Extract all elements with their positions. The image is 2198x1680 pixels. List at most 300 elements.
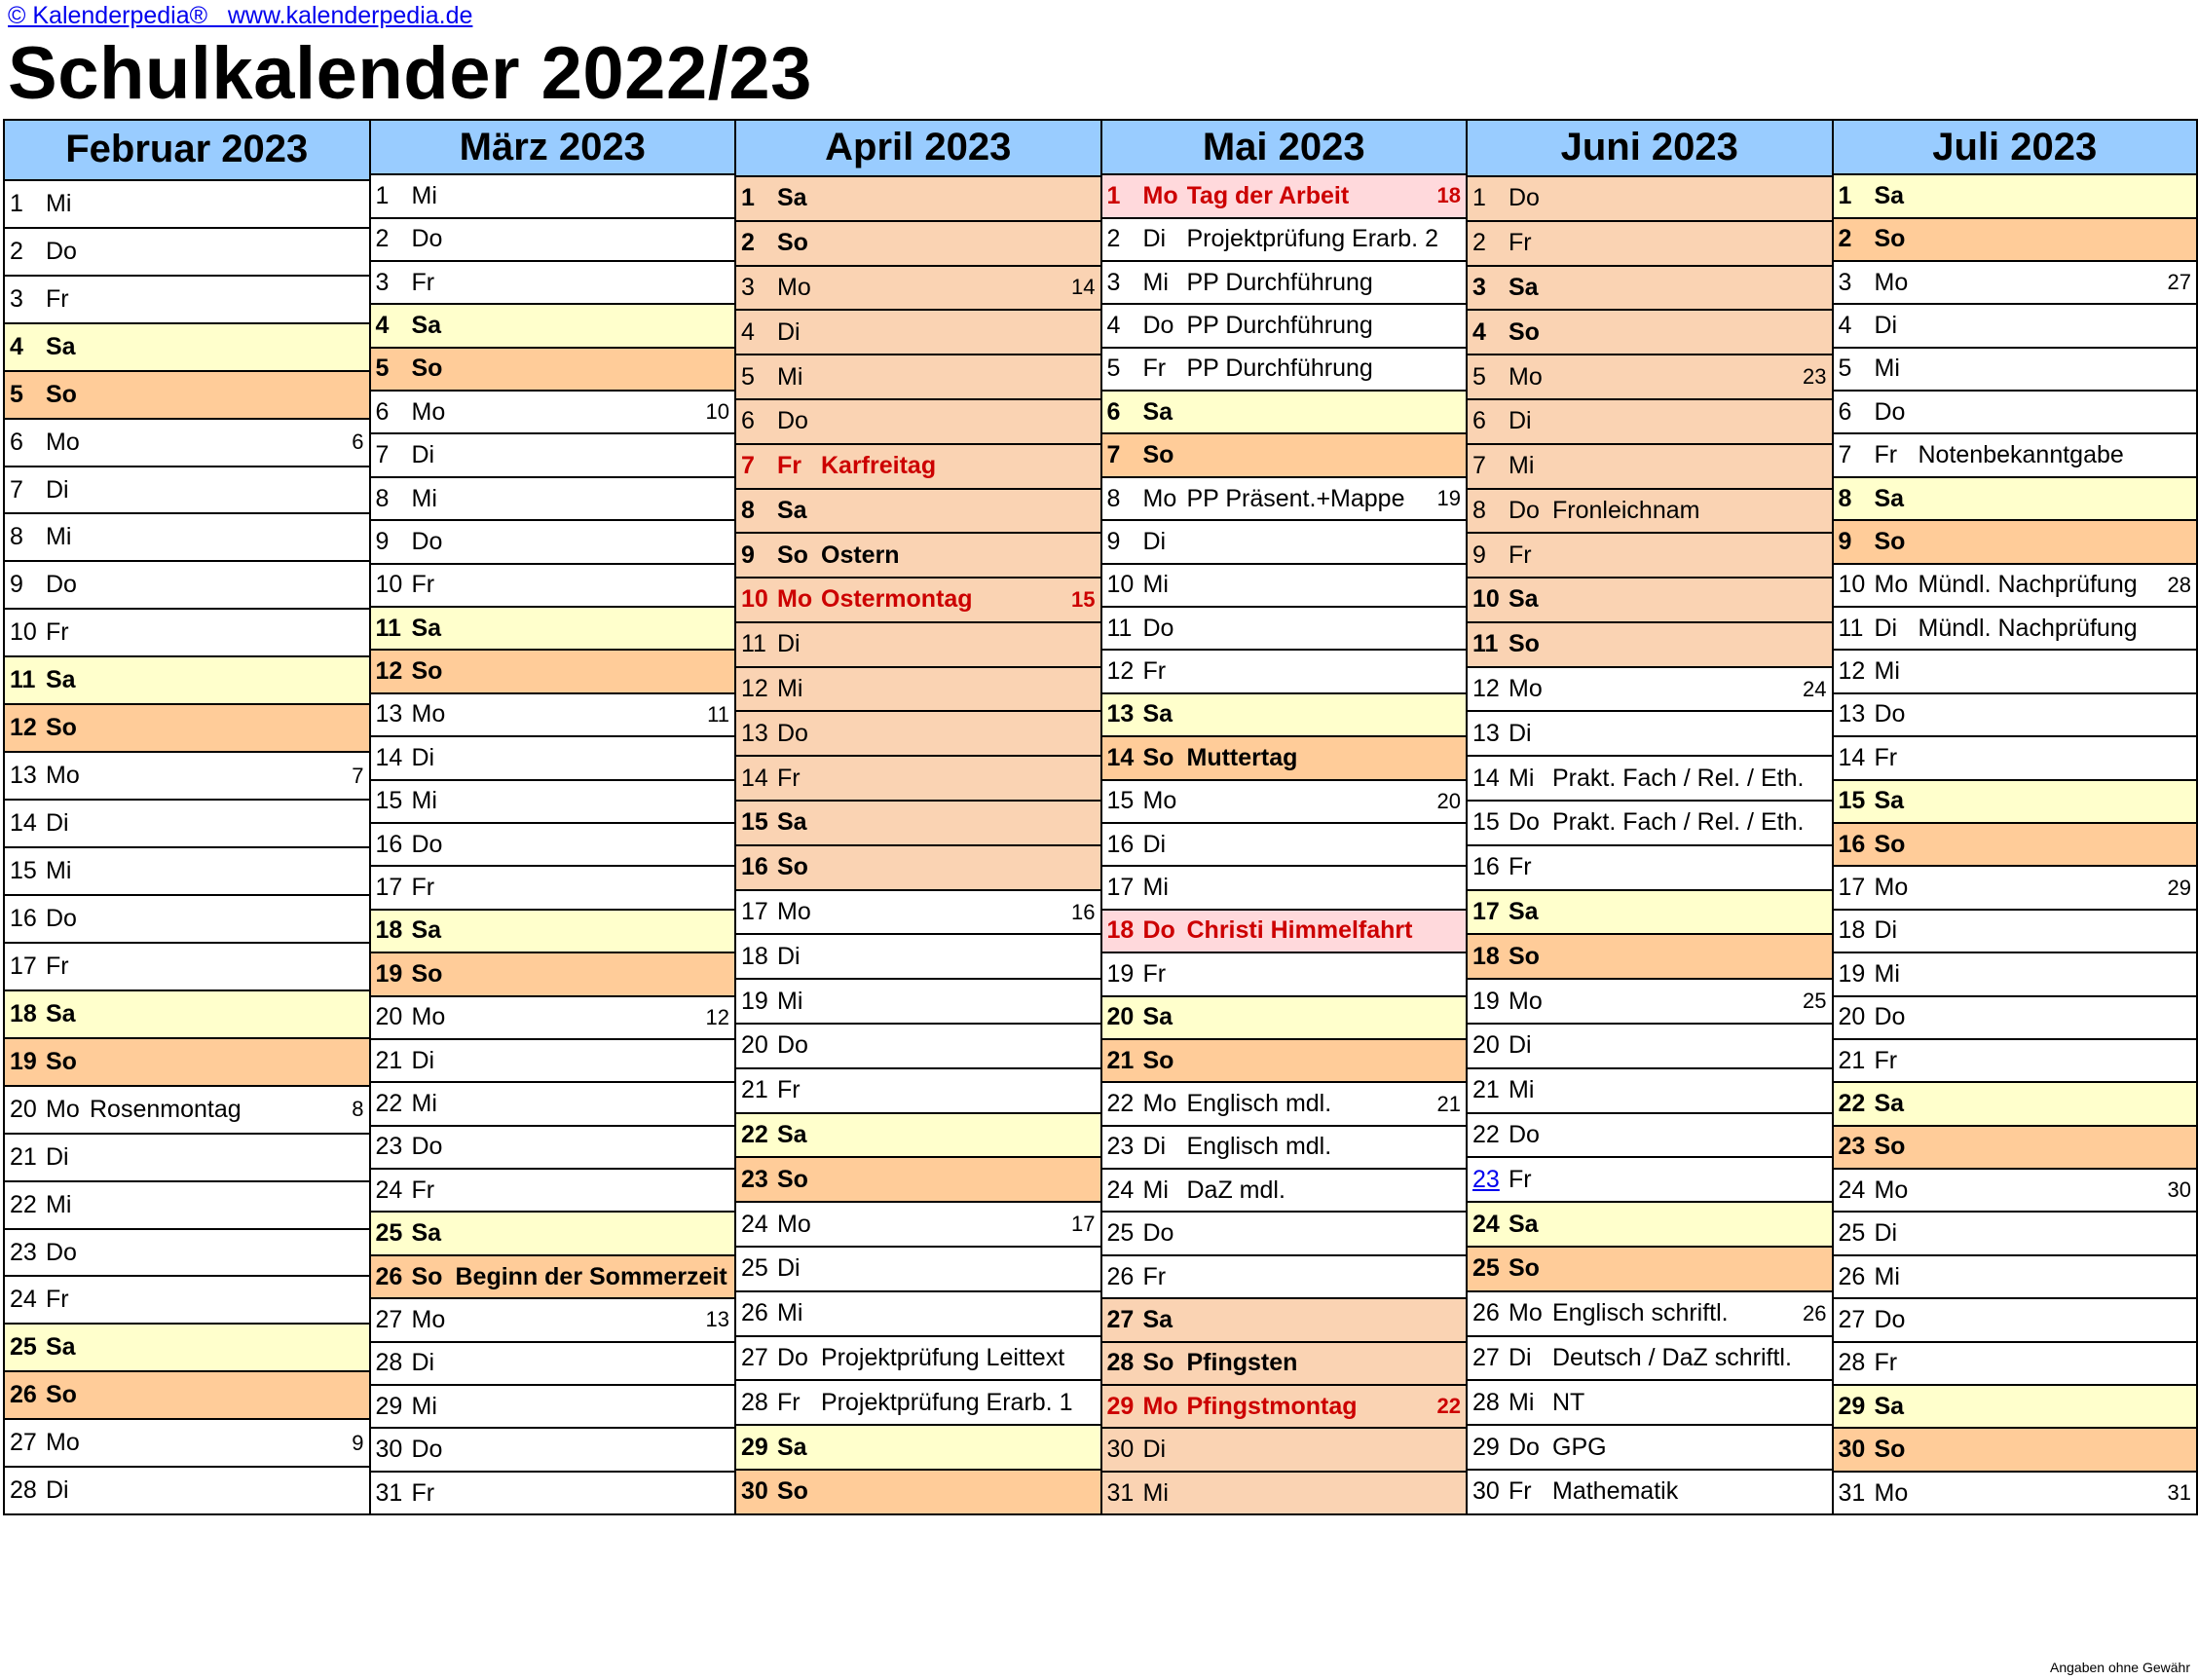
weekday: Mi <box>1142 1176 1169 1204</box>
weekday: Mi <box>1874 959 1900 988</box>
day-row <box>371 1127 735 1170</box>
weekday: So <box>411 657 443 686</box>
event-label: Englisch schriftl. <box>1552 1299 1729 1327</box>
day-row <box>1102 219 1467 262</box>
day-number: 12 <box>741 675 768 703</box>
month-column <box>736 121 1102 1515</box>
day-row <box>1102 434 1467 477</box>
day-number: 7 <box>741 452 755 480</box>
day-row <box>5 277 369 324</box>
day-number: 26 <box>741 1299 768 1327</box>
day-number: 2 <box>10 237 23 265</box>
event-label: PP Präsent.+Mappe <box>1186 484 1405 512</box>
day-number: 13 <box>1106 700 1135 728</box>
day-row <box>371 911 735 953</box>
weekday: So <box>1509 630 1540 658</box>
week-number: 10 <box>705 399 729 425</box>
day-row <box>736 1114 1100 1159</box>
day-number: 6 <box>10 428 23 456</box>
page-title: Schulkalender 2022/23 <box>8 32 812 115</box>
day-row <box>736 1381 1100 1426</box>
weekday: Mo <box>1142 787 1177 815</box>
day-row <box>1102 694 1467 737</box>
week-number: 21 <box>1436 1091 1461 1116</box>
weekday: Mo <box>46 762 80 790</box>
month-column <box>5 121 371 1515</box>
day-number: 27 <box>10 1429 37 1457</box>
day-row <box>1468 846 1832 891</box>
weekday: Di <box>777 942 801 970</box>
day-number: 4 <box>10 332 23 360</box>
weekday: Fr <box>411 874 435 902</box>
weekday: So <box>411 1262 443 1290</box>
day-row <box>371 1256 735 1299</box>
weekday: Fr <box>1509 229 1532 257</box>
day-row <box>371 608 735 651</box>
day-number: 28 <box>375 1349 403 1377</box>
day-number: 18 <box>1838 916 1866 945</box>
event-label: Ostern <box>821 541 900 569</box>
day-row <box>1102 349 1467 392</box>
day-row <box>1468 1114 1832 1159</box>
day-number: 31 <box>1838 1478 1866 1507</box>
week-number: 18 <box>1436 183 1461 208</box>
weekday: Do <box>777 407 808 435</box>
weekday: Mi <box>1874 1262 1900 1290</box>
day-number: 20 <box>10 1095 37 1123</box>
weekday: Sa <box>1874 484 1905 512</box>
day-number: 21 <box>1106 1046 1135 1074</box>
day-number: 29 <box>741 1433 768 1461</box>
day-row <box>736 1426 1100 1471</box>
event-label: PP Durchführung <box>1186 355 1373 383</box>
day-row <box>371 1473 735 1515</box>
day-number: 1 <box>375 181 390 209</box>
event-label: Prakt. Fach / Rel. / Eth. <box>1552 808 1805 837</box>
day-row <box>1468 1426 1832 1471</box>
day-number: 17 <box>1106 874 1135 902</box>
day-number: 15 <box>1106 787 1135 815</box>
weekday: Do <box>46 237 77 265</box>
week-number: 11 <box>707 701 729 727</box>
day-row <box>5 896 369 944</box>
week-number: 19 <box>1436 486 1461 511</box>
day-row <box>5 1277 369 1325</box>
day-row <box>1834 349 2197 392</box>
weekday: So <box>1874 1436 1906 1464</box>
day-number: 6 <box>1106 397 1121 426</box>
day-number: 13 <box>741 719 768 747</box>
weekday: Mi <box>46 857 72 884</box>
day-row <box>1834 1213 2197 1255</box>
day-number: 5 <box>10 380 23 408</box>
weekday: Fr <box>46 284 69 313</box>
day-number: 9 <box>1472 541 1486 569</box>
day-row <box>1834 1386 2197 1429</box>
day-row <box>371 565 735 608</box>
weekday: Mo <box>1874 571 1909 599</box>
day-number: 5 <box>1838 355 1852 383</box>
event-label: Muttertag <box>1186 743 1298 771</box>
day-number: 7 <box>1472 452 1486 480</box>
weekday: Sa <box>777 1433 807 1461</box>
weekday: Di <box>1509 1031 1532 1060</box>
weekday: Di <box>777 317 801 346</box>
weekday: Mi <box>1142 1478 1169 1507</box>
weekday: Di <box>1874 916 1898 945</box>
weekday: Fr <box>1142 657 1167 686</box>
weekday: Fr <box>411 268 435 296</box>
day-number: 8 <box>375 484 390 512</box>
day-row <box>371 1083 735 1126</box>
day-row <box>1102 1127 1467 1170</box>
day-number: 16 <box>1106 830 1135 858</box>
week-number: 8 <box>352 1097 364 1122</box>
day-row <box>1834 262 2197 305</box>
day-number: 3 <box>1472 273 1486 301</box>
day-row <box>1468 222 1832 267</box>
day-number: 19 <box>1472 987 1500 1015</box>
day-row <box>5 1039 369 1087</box>
weekday: Sa <box>777 184 807 212</box>
day-row <box>1468 490 1832 535</box>
weekday: Fr <box>1142 1262 1167 1290</box>
day-row <box>736 1203 1100 1248</box>
day-row <box>1468 267 1832 312</box>
day-number: 2 <box>1472 229 1486 257</box>
day-row <box>5 1135 369 1182</box>
day-row <box>371 1040 735 1083</box>
weekday: Fr <box>46 952 69 980</box>
weekday: Mo <box>1142 1090 1177 1117</box>
day-row <box>736 1471 1100 1515</box>
event-label: Pfingstmontag <box>1186 1392 1358 1420</box>
day-number: 10 <box>1106 571 1135 599</box>
day-number: 25 <box>375 1219 403 1248</box>
weekday: Fr <box>1874 1046 1898 1074</box>
day-number: 13 <box>1838 700 1866 728</box>
day-row <box>5 610 369 657</box>
weekday: Sa <box>411 1219 442 1248</box>
week-number: 31 <box>2167 1480 2191 1506</box>
weekday: Do <box>1874 397 1906 426</box>
day-number: 13 <box>10 762 37 790</box>
weekday: Fr <box>1142 355 1167 383</box>
day-number: 8 <box>1106 484 1121 512</box>
weekday: Do <box>1509 184 1540 212</box>
day-number: 12 <box>1472 675 1500 703</box>
day-row <box>736 177 1100 222</box>
month-header: April 2023 <box>736 121 1100 177</box>
day-row <box>1102 1170 1467 1213</box>
weekday: Fr <box>411 1176 435 1204</box>
day-row <box>1468 1069 1832 1114</box>
day-row <box>1468 757 1832 802</box>
day-row <box>5 991 369 1039</box>
day-row <box>371 219 735 262</box>
day-number: 9 <box>741 541 755 569</box>
weekday: Di <box>777 630 801 658</box>
weekday: Mo <box>1874 1176 1909 1204</box>
week-number: 23 <box>1803 364 1827 389</box>
weekday: Mi <box>411 1392 437 1420</box>
day-row <box>371 1170 735 1213</box>
day-number: 5 <box>1106 355 1121 383</box>
day-row <box>371 478 735 521</box>
day-number: 10 <box>741 585 768 614</box>
day-row <box>1468 935 1832 980</box>
day-row <box>1468 1292 1832 1337</box>
day-row <box>736 980 1100 1025</box>
day-number: 17 <box>1472 898 1500 926</box>
copyright-link[interactable]: © Kalenderpedia® www.kalenderpedia.de <box>8 2 473 29</box>
day-number: 19 <box>1106 959 1135 988</box>
weekday: Mi <box>1142 571 1169 599</box>
weekday: Mi <box>1874 657 1900 686</box>
day-number: 29 <box>375 1392 403 1420</box>
weekday: So <box>46 1381 77 1409</box>
day-row <box>1834 565 2197 608</box>
day-number: 22 <box>1106 1090 1135 1117</box>
day-number: 14 <box>1106 743 1135 771</box>
day-number: 11 <box>1472 630 1499 658</box>
day-number: 30 <box>375 1436 403 1464</box>
weekday: Mo <box>777 585 813 614</box>
day-row <box>736 623 1100 668</box>
day-number: 16 <box>10 904 37 932</box>
month-column <box>371 121 737 1515</box>
weekday: Sa <box>46 332 76 360</box>
day-row <box>1102 565 1467 608</box>
weekday: Fr <box>777 764 801 792</box>
day-row <box>371 1429 735 1472</box>
day-number: 26 <box>10 1381 37 1409</box>
day-number: 2 <box>375 225 390 253</box>
day-row <box>1834 737 2197 780</box>
weekday: So <box>1142 1046 1174 1074</box>
day-row <box>736 534 1100 579</box>
day-row <box>1834 1040 2197 1083</box>
week-number: 14 <box>1071 275 1096 300</box>
weekday: Sa <box>1874 1392 1905 1420</box>
day-row <box>5 324 369 372</box>
day-number: 17 <box>1838 874 1866 902</box>
weekday: Mo <box>777 898 811 926</box>
day-number: 26 <box>375 1262 403 1290</box>
day-number-link[interactable]: 23 <box>1472 1165 1500 1193</box>
week-number: 17 <box>1071 1212 1096 1237</box>
day-row <box>5 1325 369 1372</box>
day-number: 11 <box>1106 614 1133 642</box>
day-row <box>736 222 1100 267</box>
weekday: Sa <box>1509 898 1539 926</box>
day-row <box>1102 953 1467 996</box>
day-row <box>5 372 369 420</box>
day-number: 27 <box>1472 1344 1500 1372</box>
day-row <box>1468 534 1832 579</box>
day-row <box>371 997 735 1040</box>
day-number: 3 <box>375 268 390 296</box>
day-row <box>1834 1127 2197 1170</box>
day-number: 22 <box>10 1190 37 1218</box>
weekday: Do <box>1874 1003 1906 1031</box>
event-label: Notenbekanntgabe <box>1918 441 2124 469</box>
weekday: So <box>1509 942 1540 970</box>
day-number: 15 <box>375 787 403 815</box>
day-row <box>1102 521 1467 564</box>
event-label: PP Durchführung <box>1186 311 1373 339</box>
day-row <box>736 579 1100 623</box>
week-number: 30 <box>2167 1177 2191 1203</box>
weekday: Di <box>1874 614 1898 642</box>
week-number: 12 <box>705 1004 729 1029</box>
weekday: Do <box>1509 808 1540 837</box>
day-row <box>1102 1256 1467 1299</box>
day-number: 14 <box>1838 743 1866 771</box>
day-number: 11 <box>10 666 36 694</box>
weekday: Do <box>1509 1433 1540 1461</box>
weekday: Di <box>1509 719 1532 747</box>
weekday: Sa <box>1142 1003 1174 1031</box>
weekday: So <box>1142 1349 1174 1377</box>
day-number: 25 <box>1472 1254 1500 1283</box>
day-row <box>736 311 1100 355</box>
day-row <box>736 846 1100 891</box>
weekday: Mo <box>46 1095 80 1123</box>
week-number: 15 <box>1071 586 1096 612</box>
day-number: 14 <box>1472 764 1500 792</box>
day-number: 13 <box>1472 719 1500 747</box>
day-number: 20 <box>375 1003 403 1031</box>
day-number: 9 <box>1106 527 1121 555</box>
weekday: Di <box>1142 1133 1167 1161</box>
day-number: 9 <box>1838 527 1852 555</box>
day-row <box>1102 1213 1467 1255</box>
day-number: 2 <box>741 229 755 257</box>
day-row <box>5 944 369 991</box>
day-row <box>1468 802 1832 846</box>
month-header: Juni 2023 <box>1468 121 1832 177</box>
weekday: Mo <box>1142 181 1178 209</box>
day-number: 19 <box>10 1047 37 1075</box>
weekday: Sa <box>46 666 76 694</box>
day-row <box>1468 1158 1832 1203</box>
month-header: Februar 2023 <box>5 121 369 181</box>
weekday: Sa <box>1874 1090 1905 1117</box>
day-number: 30 <box>741 1477 768 1506</box>
weekday: Fr <box>1509 853 1532 881</box>
weekday: Sa <box>777 808 807 837</box>
day-row <box>5 514 369 562</box>
day-row <box>371 781 735 824</box>
day-number: 11 <box>375 614 401 642</box>
weekday: Fr <box>777 1388 801 1416</box>
weekday: Di <box>1874 311 1898 339</box>
day-number: 19 <box>741 987 768 1015</box>
day-row <box>736 1337 1100 1382</box>
weekday: Do <box>777 1344 808 1372</box>
weekday: Di <box>411 1349 435 1377</box>
day-number: 22 <box>741 1121 768 1149</box>
day-row <box>1834 305 2197 348</box>
day-row <box>5 801 369 848</box>
disclaimer: Angaben ohne Gewähr <box>2050 1660 2190 1675</box>
day-number: 26 <box>1838 1262 1866 1290</box>
day-number: 23 <box>741 1165 768 1193</box>
day-row <box>371 262 735 305</box>
day-number: 16 <box>1838 830 1866 858</box>
day-number: 25 <box>1106 1219 1135 1248</box>
day-number: 21 <box>10 1142 37 1171</box>
day-row <box>736 267 1100 312</box>
weekday: Fr <box>411 1478 435 1507</box>
week-number: 9 <box>352 1430 364 1455</box>
weekday: Mi <box>1509 452 1535 480</box>
day-number: 6 <box>375 397 390 426</box>
day-row <box>1102 1040 1467 1083</box>
weekday: Mi <box>1142 268 1169 296</box>
day-row <box>1468 1025 1832 1069</box>
day-row <box>736 445 1100 490</box>
day-number: 28 <box>1838 1349 1866 1377</box>
weekday: So <box>777 1165 808 1193</box>
day-number: 30 <box>1106 1436 1135 1464</box>
day-row <box>1834 1170 2197 1213</box>
day-number: 24 <box>10 1286 37 1314</box>
weekday: Mi <box>1142 874 1169 902</box>
day-row <box>371 1343 735 1386</box>
day-row <box>5 420 369 467</box>
day-row <box>1102 781 1467 824</box>
weekday: Do <box>1142 614 1174 642</box>
weekday: So <box>411 959 443 988</box>
day-row <box>736 802 1100 846</box>
weekday: So <box>1874 527 1906 555</box>
day-number: 23 <box>10 1238 37 1266</box>
weekday: Mi <box>411 1090 437 1117</box>
weekday: So <box>1509 1254 1540 1283</box>
month-column <box>1468 121 1834 1515</box>
day-row <box>1834 997 2197 1040</box>
day-row <box>1102 175 1467 218</box>
event-label: Projektprüfung Erarb. 2 <box>1186 225 1438 253</box>
event-label: Projektprüfung Erarb. 1 <box>821 1388 1073 1416</box>
event-label: Mündl. Nachprüfung <box>1918 614 2138 642</box>
day-row <box>736 400 1100 445</box>
day-row <box>1102 824 1467 867</box>
day-row <box>5 562 369 610</box>
weekday: Do <box>777 1031 808 1060</box>
weekday: Mi <box>46 523 72 551</box>
day-row <box>736 1158 1100 1203</box>
weekday: Mi <box>777 987 803 1015</box>
day-number: 25 <box>1838 1219 1866 1248</box>
day-number: 9 <box>375 527 390 555</box>
day-number: 18 <box>1472 942 1500 970</box>
weekday: So <box>1874 1133 1906 1161</box>
weekday: So <box>777 541 808 569</box>
day-row <box>1468 579 1832 623</box>
weekday: Di <box>1142 527 1167 555</box>
day-row <box>1834 824 2197 867</box>
weekday: Do <box>1509 496 1540 524</box>
day-row <box>1834 175 2197 218</box>
day-number: 25 <box>741 1254 768 1283</box>
weekday: Mo <box>46 428 80 456</box>
weekday: So <box>1142 441 1174 469</box>
day-row <box>371 694 735 737</box>
day-number: 17 <box>10 952 37 980</box>
